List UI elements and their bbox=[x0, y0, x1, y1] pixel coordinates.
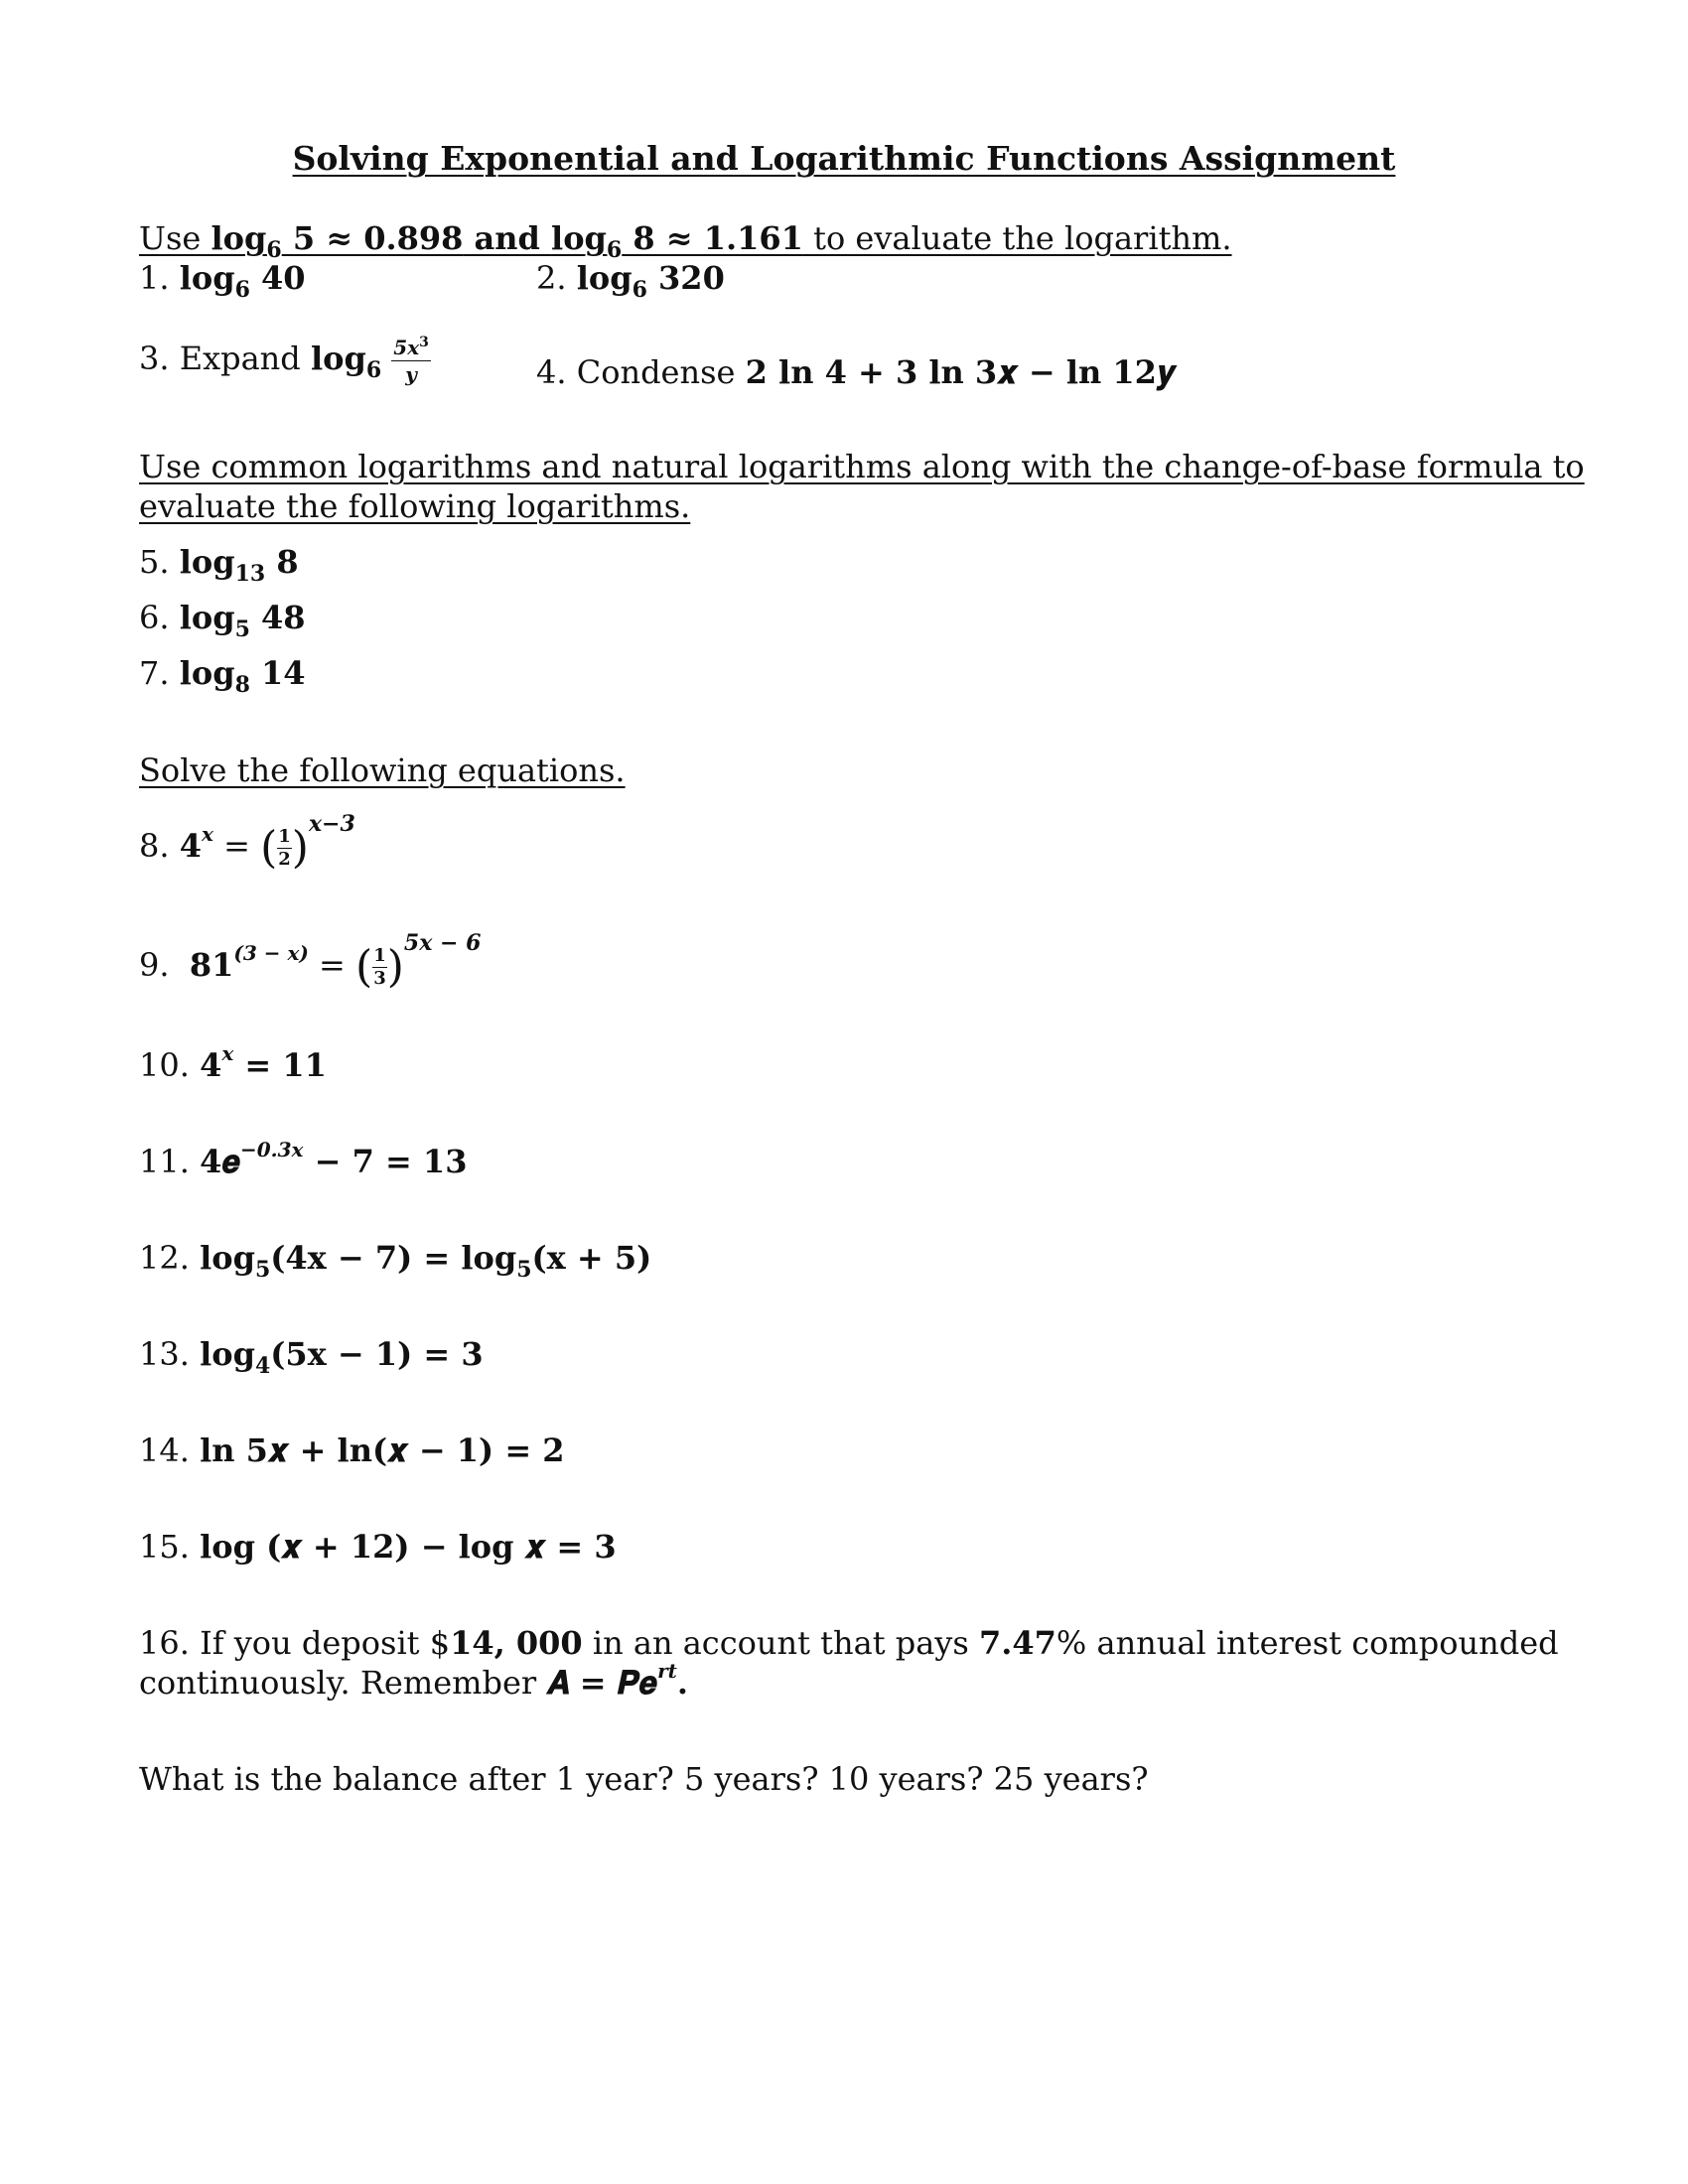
exponent: x−3 bbox=[308, 811, 355, 837]
log-fn: log bbox=[200, 1239, 255, 1277]
problem-number: 16. bbox=[139, 1624, 190, 1662]
problem-number: 2. bbox=[536, 259, 567, 297]
rhs-value: = 11 bbox=[233, 1046, 327, 1084]
log-arg: 48 bbox=[249, 599, 306, 636]
formula-end: . bbox=[676, 1664, 688, 1702]
problem-number: 12. bbox=[139, 1239, 190, 1277]
log-arg: 8 bbox=[265, 543, 299, 581]
fraction-numerator: 1 bbox=[373, 945, 386, 966]
exponent: 5x − 6 bbox=[403, 930, 482, 956]
problem-number: 7. bbox=[139, 654, 170, 692]
left-paren-icon: ( bbox=[355, 941, 373, 993]
instruction-given-values bbox=[139, 218, 1232, 263]
page-title: Solving Exponential and Logarithmic Functions Assignment bbox=[292, 139, 1396, 178]
formula: 𝑨 = 𝑷𝒆 bbox=[546, 1664, 658, 1702]
fraction-numerator: 1 bbox=[278, 826, 291, 847]
balance-question: What is the balance after 1 year? 5 years? 10 years? 25 years? bbox=[139, 1760, 1149, 1798]
given-log-base: 6 bbox=[606, 237, 623, 263]
base-value: 4𝒆 bbox=[200, 1143, 240, 1180]
problem-3 bbox=[139, 335, 431, 386]
log-base: 6 bbox=[234, 277, 250, 303]
given-log-fn: log bbox=[211, 219, 267, 257]
fraction bbox=[372, 947, 387, 988]
problem-text: continuously. Remember bbox=[139, 1664, 547, 1702]
exponent: 3 bbox=[419, 335, 429, 350]
log-fn: log bbox=[179, 543, 235, 581]
fraction-denominator: y bbox=[405, 362, 417, 386]
problem-2 bbox=[536, 258, 725, 303]
rhs-value: − 7 = 13 bbox=[303, 1143, 468, 1180]
exponent: (3 − x) bbox=[233, 941, 309, 965]
instruction-change-of-base-cont: evaluate the following logarithms. bbox=[139, 487, 691, 525]
problem-9 bbox=[139, 930, 482, 993]
instruction-change-of-base: Use common logarithms and natural logarithms along with the change-of-base formula to bbox=[139, 448, 1585, 485]
problem-5 bbox=[139, 542, 299, 587]
fraction bbox=[391, 335, 431, 386]
log-base: 6 bbox=[632, 277, 647, 303]
log-fn: log bbox=[461, 1239, 517, 1277]
log-fn: log bbox=[179, 654, 235, 692]
log-base: 8 bbox=[234, 672, 250, 698]
problem-16-cont bbox=[139, 1659, 688, 1703]
log-fn: log bbox=[576, 259, 633, 297]
log-base: 4 bbox=[254, 1353, 271, 1379]
instruction-solve: Solve the following equations. bbox=[139, 751, 626, 789]
problem-number: 5. bbox=[139, 543, 170, 581]
log-arg: (5x − 1) = 3 bbox=[270, 1335, 484, 1373]
problem-11 bbox=[139, 1138, 468, 1181]
expression: 2 ln 4 + 3 ln 3𝒙 − ln 12𝒚 bbox=[745, 353, 1177, 391]
problem-6 bbox=[139, 598, 306, 642]
exponent: x bbox=[221, 1041, 234, 1065]
equals: = bbox=[212, 827, 261, 865]
given-log-value: 5 ≈ 0.898 bbox=[281, 219, 464, 257]
log-base: 13 bbox=[234, 561, 266, 587]
log-fn: log bbox=[200, 1335, 255, 1373]
given-log-value: 8 ≈ 1.161 bbox=[622, 219, 803, 257]
problem-14 bbox=[139, 1431, 565, 1470]
problem-text: % annual interest compounded bbox=[1055, 1624, 1559, 1662]
problem-7 bbox=[139, 653, 306, 698]
log-arg: 320 bbox=[646, 259, 725, 297]
expression: log (𝒙 + 12) − log 𝒙 = 3 bbox=[200, 1528, 617, 1566]
problem-12 bbox=[139, 1238, 652, 1283]
given-log-fn: log bbox=[551, 219, 607, 257]
exponent: x bbox=[201, 822, 213, 846]
problem-number: 9. bbox=[139, 946, 170, 984]
problem-13 bbox=[139, 1334, 484, 1379]
problem-number: 8. bbox=[139, 827, 170, 865]
problem-text: in an account that pays bbox=[582, 1624, 979, 1662]
instr-text: Use bbox=[139, 219, 211, 257]
given-log-base: 6 bbox=[266, 237, 282, 263]
problem-number: 3. Expand bbox=[139, 340, 301, 377]
expression: ln 5𝒙 + ln(𝒙 − 1) = 2 bbox=[200, 1432, 565, 1469]
interest-rate: 7.47 bbox=[978, 1624, 1056, 1662]
log-base: 5 bbox=[234, 616, 250, 642]
right-paren-icon: ) bbox=[386, 941, 404, 993]
problem-number: 14. bbox=[139, 1432, 190, 1469]
fraction bbox=[277, 828, 292, 869]
fraction-numerator: 5x bbox=[393, 336, 420, 359]
base-value: 81 bbox=[189, 946, 234, 984]
log-fn: log bbox=[179, 259, 235, 297]
log-fn: log bbox=[310, 340, 366, 377]
left-paren-icon: ( bbox=[260, 822, 278, 874]
problem-text: If you deposit $ bbox=[189, 1624, 451, 1662]
log-arg: 40 bbox=[249, 259, 306, 297]
fraction-denominator: 3 bbox=[373, 968, 386, 989]
log-arg: (x + 5) bbox=[531, 1239, 652, 1277]
base-value: 4 bbox=[200, 1046, 222, 1084]
log-arg: (4x − 7) = bbox=[270, 1239, 462, 1277]
deposit-amount: 14, 000 bbox=[450, 1624, 583, 1662]
problem-1 bbox=[139, 258, 306, 303]
instr-and: and bbox=[463, 219, 552, 257]
problem-10 bbox=[139, 1041, 327, 1085]
instr-text: to evaluate the logarithm. bbox=[802, 219, 1232, 257]
log-base: 6 bbox=[365, 357, 382, 383]
problem-number: 4. Condense bbox=[536, 353, 736, 391]
problem-number: 13. bbox=[139, 1335, 190, 1373]
problem-number: 10. bbox=[139, 1046, 190, 1084]
log-base: 5 bbox=[516, 1257, 532, 1283]
base-value: 4 bbox=[179, 827, 202, 865]
problem-number: 15. bbox=[139, 1528, 190, 1566]
exponent: −0.3x bbox=[239, 1138, 304, 1161]
log-base: 5 bbox=[254, 1257, 271, 1283]
log-arg: 14 bbox=[249, 654, 306, 692]
problem-number: 11. bbox=[139, 1143, 190, 1180]
problem-15 bbox=[139, 1527, 617, 1567]
log-fn: log bbox=[179, 599, 235, 636]
problem-number: 1. bbox=[139, 259, 170, 297]
problem-4 bbox=[536, 352, 1177, 392]
problem-8 bbox=[139, 811, 355, 874]
equals: = bbox=[308, 946, 356, 984]
right-paren-icon: ) bbox=[291, 822, 309, 874]
problem-16 bbox=[139, 1623, 1559, 1663]
exponent: rt bbox=[657, 1659, 677, 1683]
problem-number: 6. bbox=[139, 599, 170, 636]
fraction-denominator: 2 bbox=[278, 849, 291, 870]
